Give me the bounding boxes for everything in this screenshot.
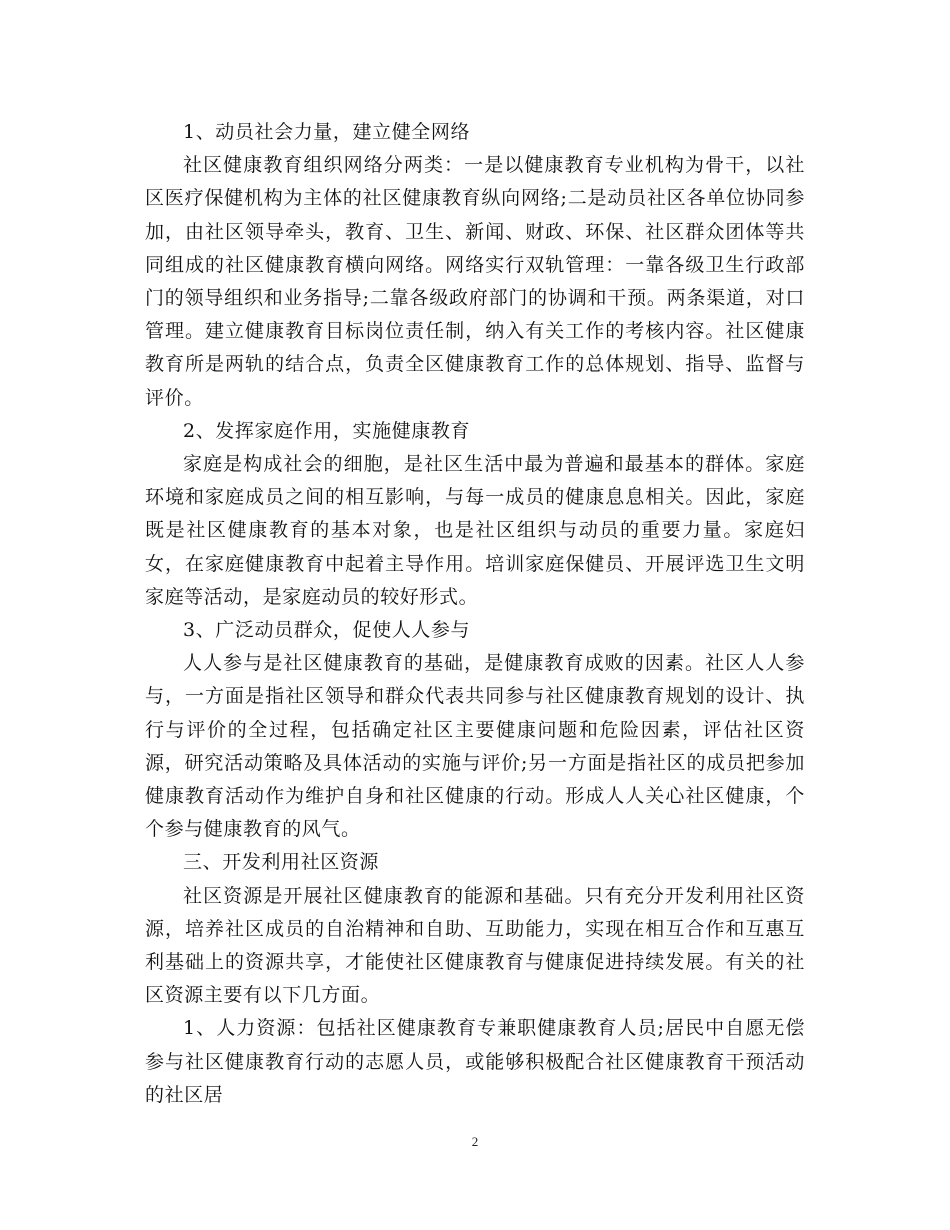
paragraph-human-resources: 1、人力资源：包括社区健康教育专兼职健康教育人员;居民中自愿无偿参与社区健康教育行动的志愿人员，或能够积极配合社区健康教育干预活动的社区居 bbox=[145, 1017, 805, 1106]
heading-mass-participation: 3、广泛动员群众，促使人人参与 bbox=[183, 619, 471, 642]
paragraph-family-role: 家庭是构成社会的细胞，是社区生活中最为普遍和最基本的群体。家庭环境和家庭成员之间的相互影响，与每一成员的健康息息相关。因此，家庭既是社区健康教育的基本对象，也是社区组织与动员的重要力量。家庭妇女，在家庭健康教育中起着主导作用。培训家庭保健员、开展评选卫生文明家庭等活动，是家庭动员的较好形式。 bbox=[145, 453, 805, 608]
paragraph-mass-participation: 人人参与是社区健康教育的基础，是健康教育成败的因素。社区人人参与，一方面是指社区领导和群众代表共同参与社区健康教育规划的设计、执行与评价的全过程，包括确定社区主要健康问题和危险因素，评估社区资源，研究活动策略及具体活动的实施与评价;另一方面是指社区的成员把参加健康教育活动作为维护自身和社区健康的行动。形成人人关心社区健康，个个参与健康教育的风气。 bbox=[145, 652, 805, 841]
heading-family-role: 2、发挥家庭作用，实施健康教育 bbox=[183, 419, 471, 442]
page-number: 2 bbox=[471, 1134, 479, 1149]
heading-mobilize-social-forces: 1、动员社会力量，建立健全网络 bbox=[183, 121, 471, 143]
paragraph-community-resources: 社区资源是开展社区健康教育的能源和基础。只有充分开发利用社区资源，培养社区成员的自治精神和自助、互助能力，实现在相互合作和互惠互利基础上的资源共享，才能使社区健康教育与健康促进持续发展。有关的社区资源主要有以下几方面。 bbox=[145, 884, 805, 1007]
heading-community-resources: 三、开发利用社区资源 bbox=[183, 851, 380, 874]
document-body bbox=[145, 116, 805, 1112]
paragraph-network-organization: 社区健康教育组织网络分两类：一是以健康教育专业机构为骨干，以社区医疗保健机构为主体的社区健康教育纵向网络;二是动员社区各单位协同参加，由社区领导牵头，教育、卫生、新闻、财政、环保、社区群众团体等共同组成的社区健康教育横向网络。网络实行双轨管理：一靠各级卫生行政部门的领导组织和业务指导;二靠各级政府部门的协调和干预。两条渠道，对口管理。建立健康教育目标岗位责任制，纳入有关工作的考核内容。社区健康教育所是两轨的结合点，负责全区健康教育工作的总体规划、指导、监督与评价。 bbox=[145, 154, 805, 409]
